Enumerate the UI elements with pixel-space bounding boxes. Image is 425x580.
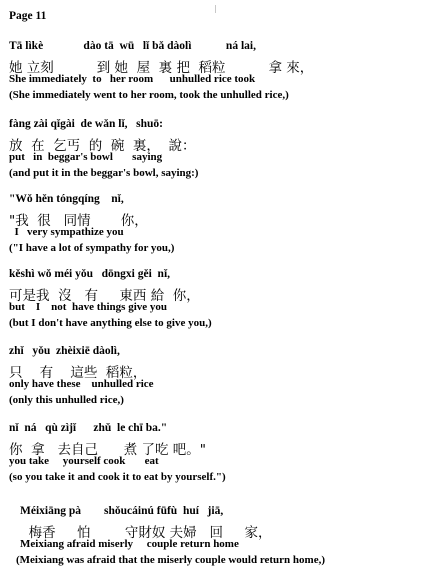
translation-line: (but I don't have anything else to give you,) bbox=[9, 317, 212, 329]
translation-line: ("I have a lot of sympathy for you,) bbox=[9, 242, 175, 254]
page-title: Page 11 bbox=[9, 10, 47, 22]
pinyin-line: Tā lìkè dào tā wū lǐ bǎ dàolì ná lai, bbox=[9, 40, 256, 52]
margin-mark: | bbox=[215, 4, 217, 13]
hanzi-line: 梅香 怕 守財奴 夫婦 回 家， bbox=[20, 525, 272, 541]
translation-line: (so you take it and cook it to eat by yourself.") bbox=[9, 471, 226, 483]
hanzi-line: "我 很 同情 你， bbox=[9, 213, 148, 229]
gloss-line: put in beggar's bowl saying bbox=[9, 151, 163, 163]
translation-line: (She immediately went to her room, took the unhulled rice,) bbox=[9, 89, 289, 101]
pinyin-line: zhǐ yǒu zhèixiē dàolì, bbox=[9, 345, 120, 357]
gloss-line: I very sympathize you bbox=[9, 226, 124, 238]
translation-line: (Meixiang was afraid that the miserly couple would return home,) bbox=[16, 554, 325, 566]
hanzi-line: 可是我 沒 有 東西 給 你， bbox=[9, 288, 200, 304]
translation-line: (only this unhulled rice,) bbox=[9, 394, 124, 406]
gloss-line: She immediately to her room unhulled rice took bbox=[9, 73, 256, 85]
translation-line: (and put it in the beggar's bowl, saying:) bbox=[9, 167, 199, 179]
hanzi-line: 她 立刻 到 她 屋 裏 把 稻粒 拿 來， bbox=[9, 60, 314, 76]
gloss-line: Meixiang afraid miserly couple return home bbox=[20, 538, 239, 550]
hanzi-line: 只 有 這些 稻粒， bbox=[9, 365, 147, 381]
gloss-line: but I not have things give you bbox=[9, 301, 168, 313]
hanzi-line: 你 拿 去自己 煮 了吃 吧。" bbox=[9, 442, 206, 458]
pinyin-line: nǐ ná qù zìjǐ zhǔ le chī ba." bbox=[9, 422, 168, 434]
pinyin-line: fàng zài qǐgài de wǎn lǐ, shuō: bbox=[9, 118, 163, 130]
pinyin-line: kěshì wǒ méi yǒu dōngxi gěi nǐ, bbox=[9, 268, 171, 280]
pinyin-line: "Wǒ hěn tóngqíng nǐ, bbox=[9, 193, 124, 205]
hanzi-line: 放 在 乞丐 的 碗 裏， 說： bbox=[9, 138, 196, 154]
gloss-line: only have these unhulled rice bbox=[9, 378, 154, 390]
pinyin-line: Méixiāng pà shǒucáinú fūfù huí jiā, bbox=[20, 505, 224, 517]
gloss-line: you take yourself cook eat bbox=[9, 455, 159, 467]
